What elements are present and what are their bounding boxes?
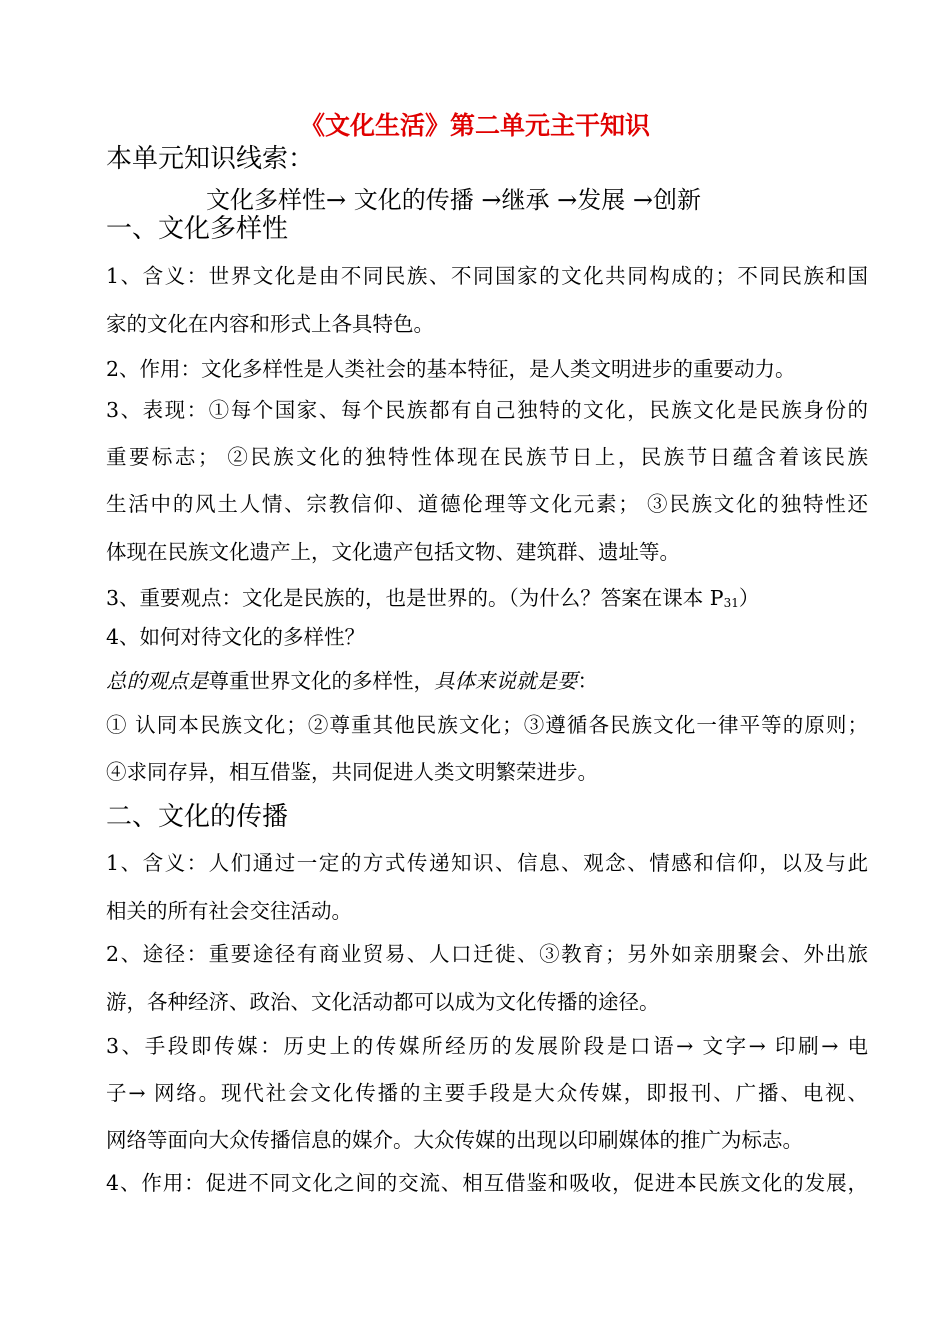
s2-line-4a: 4、作用：促进不同文化之间的交流、相互借鉴和吸收，促进本民族文化的发展，	[106, 1171, 868, 1195]
s1-line-4-main: 3、重要观点：文化是民族的，也是世界的。（为什么？答案在课本 P	[106, 586, 724, 610]
s1-line-6-end: ：	[577, 669, 598, 693]
clue-chain: 文化多样性→ 文化的传播 →继承 →发展 →创新	[206, 186, 701, 214]
section-1-heading: 一、文化多样性	[106, 214, 289, 244]
s1-line-7: ① 认同本民族文化；②尊重其他民族文化；③遵循各民族文化一律平等的原则；	[106, 713, 868, 737]
s1-line-6	[106, 666, 598, 696]
s1-line-3a: 3、表现：①每个国家、每个民族都有自己独特的文化，民族文化是民族身份的	[106, 398, 868, 422]
s1-line-5: 4、如何对待文化的多样性？	[106, 625, 366, 649]
s1-line-4	[106, 583, 759, 618]
s2-line-1a: 1、含义：人们通过一定的方式传递知识、信息、观念、情感和信仰，以及与此	[106, 851, 868, 875]
s2-line-3b: 子→ 网络。现代社会文化传播的主要手段是大众传媒，即报刊、广播、电视、	[106, 1081, 868, 1105]
s1-line-2: 2、作用：文化多样性是人类社会的基本特征，是人类文明进步的重要动力。	[106, 357, 796, 381]
s1-line-6-italic-2: 具体来说就是要	[434, 669, 578, 693]
s2-line-2a: 2、途径：重要途径有商业贸易、人口迁徙、③教育；另外如亲朋聚会、外出旅	[106, 942, 868, 966]
clue-heading: 本单元知识线索：	[106, 144, 315, 174]
s1-line-8: ④求同存异，相互借鉴，共同促进人类文明繁荣进步。	[106, 760, 598, 784]
s2-line-3c: 网络等面向大众传播信息的媒介。大众传媒的出现以印刷媒体的推广为标志。	[106, 1128, 803, 1152]
page-subscript: 31	[723, 596, 739, 610]
section-2-heading: 二、文化的传播	[106, 802, 289, 832]
s2-line-1b: 相关的所有社会交往活动。	[106, 899, 352, 923]
s1-line-1a: 1、含义：世界文化是由不同民族、不同国家的文化共同构成的；不同民族和国	[106, 264, 868, 288]
s1-line-3c: 生活中的风土人情、宗教信仰、道德伦理等文化元素； ③民族文化的独特性还	[106, 492, 868, 516]
s2-line-2b: 游，各种经济、政治、文化活动都可以成为文化传播的途径。	[106, 990, 660, 1014]
s2-line-3a: 3、手段即传媒：历史上的传媒所经历的发展阶段是口语→ 文字→ 印刷→ 电	[106, 1034, 868, 1058]
document-title: 《文化生活》第二单元主干知识	[299, 111, 650, 140]
s1-line-4-end: ）	[738, 586, 760, 610]
s1-line-1b: 家的文化在内容和形式上各具特色。	[106, 312, 434, 336]
s1-line-3b: 重要标志； ②民族文化的独特性体现在民族节日上，民族节日蕴含着该民族	[106, 445, 868, 469]
s1-line-6-mid: 尊重世界文化的多样性，	[208, 669, 434, 693]
s1-line-6-italic-1: 总的观点是	[106, 669, 209, 693]
s1-line-3d: 体现在民族文化遗产上，文化遗产包括文物、建筑群、遗址等。	[106, 540, 680, 564]
